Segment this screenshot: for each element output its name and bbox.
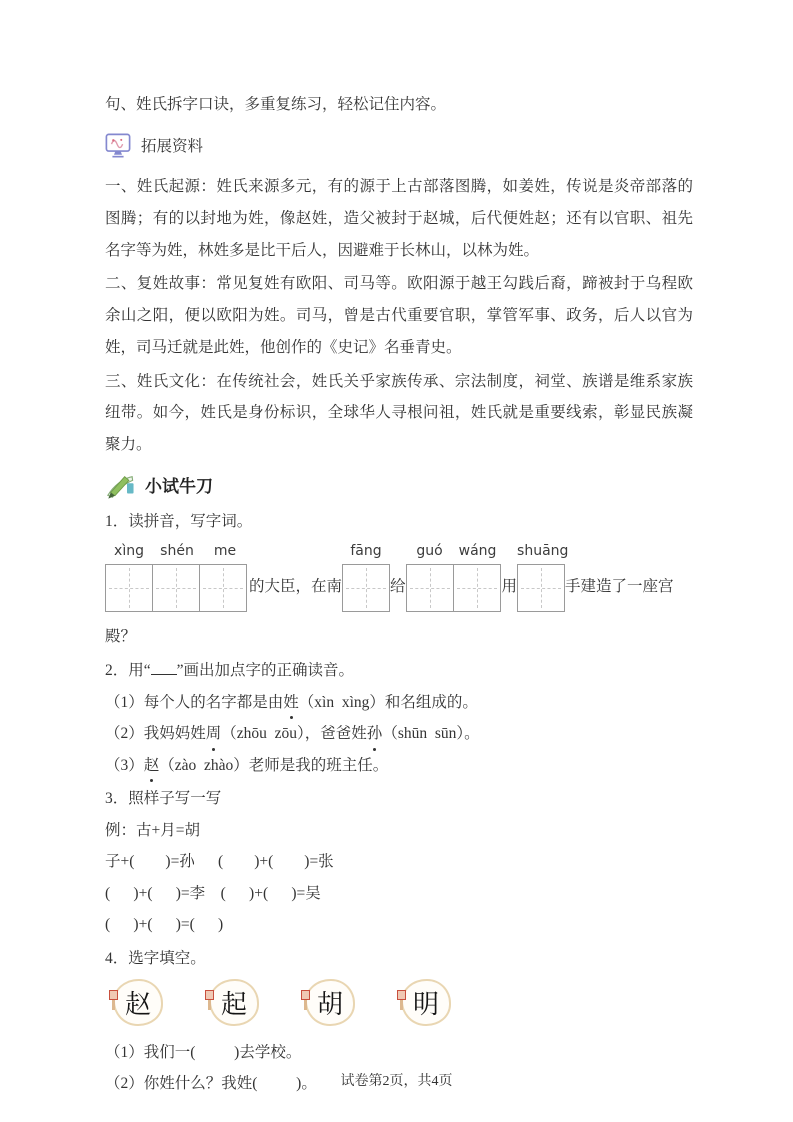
practice-heading-label: 小试牛刀	[145, 477, 213, 497]
paragraph-culture: 三、姓氏文化：在传统社会，姓氏关乎家族传承、宗法制度，祠堂、族谱是维系家族纽带。如今，姓氏是身份标识，全球华人寻根问祖，姓氏就是重要线索，彰显民族凝聚力。	[105, 372, 693, 454]
q4-choice-row	[105, 979, 693, 1026]
q2-item-3: （3）赵（zào zhào）老师是我的班主任。	[105, 755, 693, 777]
expand-section-heading	[105, 132, 693, 163]
q4-item-2: （2）你姓什么？我姓( )。	[105, 1075, 317, 1093]
paragraph-origin: 一、姓氏起源：姓氏来源多元，有的源于上古部落图腾，如姜姓，传说是炎帝部落的图腾；有的以封地为姓，像赵姓，造父被封于赵城，后代便姓赵；还有以官职、祖先名字等为姓，林姓多是比干后人，因避难于长林山，以林为姓。	[105, 177, 693, 259]
choice-circle: 赵	[113, 979, 163, 1026]
pen-icon	[105, 472, 135, 504]
write-grid-group-1	[105, 543, 249, 612]
write-cell	[342, 564, 390, 612]
write-grid-group-4	[517, 542, 569, 612]
write-cell	[152, 564, 200, 612]
page-footer: 试卷第2页，共4页	[340, 1074, 453, 1089]
pinyin-labels: shuāng	[517, 542, 569, 559]
write-cell	[105, 564, 153, 612]
write-cell	[453, 564, 501, 612]
expand-heading-label: 拓展资料	[141, 137, 204, 155]
q3-line-2: ( )+( )=李 ( )+( )=吴	[105, 884, 321, 902]
pinyin-writing-row	[105, 543, 693, 612]
q1-text-segment: 的大臣，在南	[249, 577, 343, 595]
intro-line: 句、姓氏拆字口诀，多重复练习，轻松记住内容。	[105, 96, 447, 113]
write-grid-group-3	[406, 543, 502, 612]
pinyin-labels: xìng shén me	[114, 542, 237, 559]
q1-text-segment: 手建造了一座宫	[565, 577, 674, 595]
paragraph-compound-surnames: 二、复姓故事：常见复姓有欧阳、司马等。欧阳源于越王勾践后裔，蹄被封于乌程欧余山之阳，便以欧阳为姓。司马，曾是古代重要官职，掌管军事、政务，后人以官为姓，司马迁就是此姓，他创作的《史记》名垂青史。	[105, 275, 693, 356]
q3-line-1: 子+( )=孙 ( )+( )=张	[105, 853, 334, 871]
q1-label: 1．读拼音，写字词。	[105, 513, 253, 531]
write-cell	[406, 564, 454, 612]
write-cell	[199, 564, 247, 612]
q3-label: 3．照样子写一写	[105, 790, 222, 808]
q2-item-1: （1）每个人的名字都是由姓（xìn xìng）和名组成的。	[105, 692, 693, 714]
choice-circle: 胡	[305, 979, 355, 1026]
pinyin-labels: guó wáng	[416, 542, 497, 559]
q1-text-segment: 用	[501, 577, 518, 595]
monitor-icon	[105, 132, 131, 163]
dotted-char: 姓	[283, 692, 299, 714]
write-cell	[517, 564, 565, 612]
q3-example: 例：古+月=胡	[105, 821, 200, 839]
q2-label: 2．用“ ”画出加点字的正确读音。	[105, 662, 355, 680]
dotted-char: 赵	[144, 755, 160, 777]
write-grid-group-2	[342, 543, 390, 612]
dotted-char: 周	[206, 723, 222, 745]
q1-tail: 殿？	[105, 627, 137, 645]
dotted-char: 孙	[367, 723, 383, 745]
choice-circle: 明	[401, 979, 451, 1026]
q3-line-3: ( )+( )=( )	[105, 916, 224, 934]
pinyin-labels: fāng	[350, 542, 382, 559]
q1-text-segment: 给	[390, 577, 406, 595]
underline-blank	[151, 661, 177, 675]
q4-label: 4．选字填空。	[105, 949, 206, 967]
choice-circle: 起	[209, 979, 259, 1026]
q4-item-1: （1）我们一( )去学校。	[105, 1043, 302, 1061]
practice-section-heading	[105, 472, 693, 504]
q2-item-2: （2）我妈妈姓周（zhōu zōu），爸爸姓孙（shūn sūn）。	[105, 723, 693, 745]
